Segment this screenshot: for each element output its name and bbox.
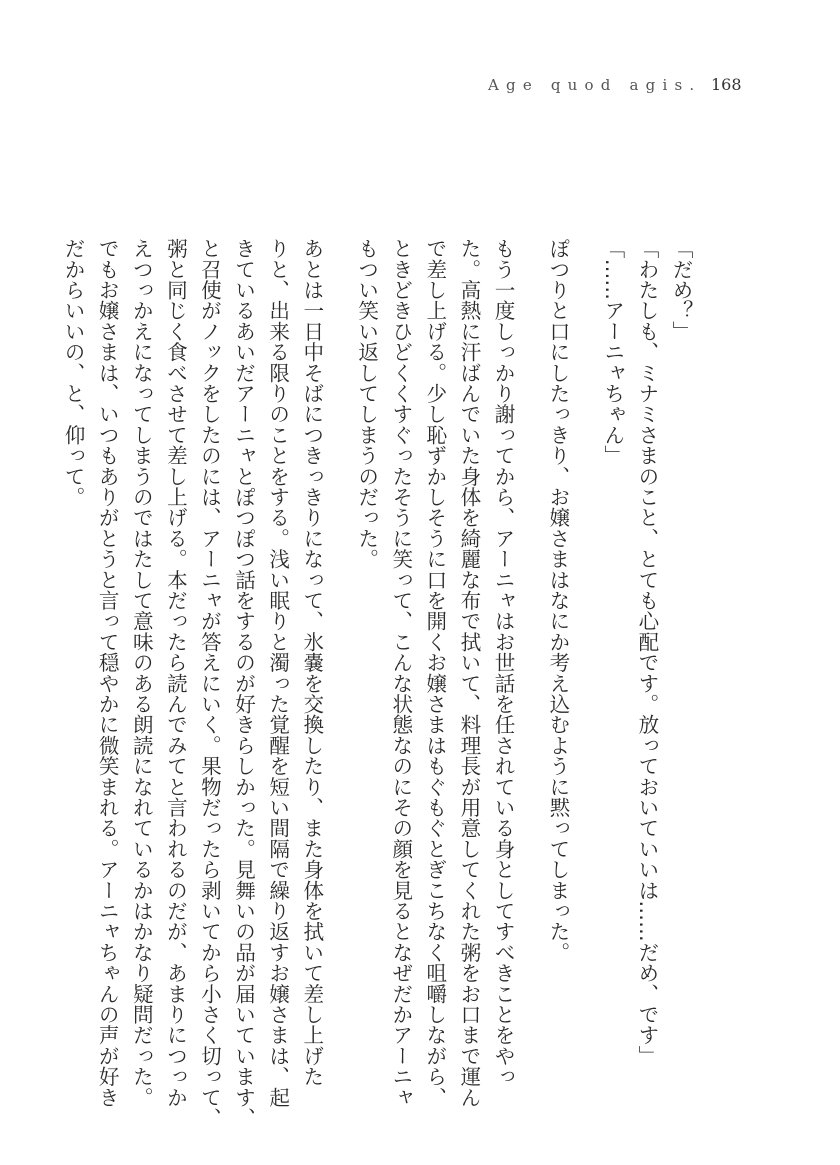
text-line: た。高熱に汗ばんでいた身体を綺麗な布で拭いて、料理長が用意してくれた粥をお口まで運ん <box>456 238 481 1108</box>
text-line: 「……アーニャちゃん」 <box>600 238 625 466</box>
page-number: 168 <box>711 75 742 94</box>
running-title: Age quod agis. <box>488 76 702 94</box>
text-line: 粥と同じく食べさせて差し上げる。本だったら読んでみてと言われるのだが、あまりにつっか <box>163 238 188 1108</box>
text-line: もう一度しっかり謝ってから、アーニャはお世話を任されている身としてすべきことをやっ <box>491 238 516 1087</box>
text-line: きているあいだアーニャとぽつぽつ話をするのが好きらしかった。見舞いの品が届いています、 <box>231 238 256 1129</box>
text-line: 「わたしも、ミナミさまのこと、とても心配です。放っておいていいは……だめ、です」 <box>634 238 659 1066</box>
text-line: ときどきひどくくすぐったそうに笑って、こんな状態なのにその顔を見るとなぜだかアーニャ <box>388 238 413 1108</box>
text-line: えつっかえになってしまうのではたして意味のある朗読になれているかはかなり疑問だった。 <box>129 238 154 1108</box>
text-line: りと、出来る限りのことをする。浅い眠りと濁った覚醒を短い間隔で繰り返すお嬢さまは、起 <box>265 238 290 1108</box>
text-line: ぽつりと口にしたっきり、お嬢さまはなにか考え込むように黙ってしまった。 <box>545 238 570 963</box>
text-line: 「だめ？」 <box>669 238 693 342</box>
text-line: あとは一日中そばにつきっきりになって、氷嚢を交換したり、また身体を拭いて差し上げた <box>299 238 324 1087</box>
text-line: と召使がノックをしたのには、アーニャが答えにいく。果物だったら剥いてから小さく切って、 <box>197 238 222 1129</box>
text-line: でもお嬢さまは、いつもありがとうと言って穏やかに微笑まれる。アーニャちゃんの声が好き <box>95 238 120 1108</box>
text-line: で差し上げる。少し恥ずかしそうに口を開くお嬢さまはもぐもぐとぎこちなく咀嚼しながら、 <box>422 238 447 1108</box>
body-text <box>56 238 698 1129</box>
text-line: もつい笑い返してしまうのだった。 <box>354 238 379 570</box>
text-line: だからいいの、と、仰って。 <box>61 238 86 508</box>
